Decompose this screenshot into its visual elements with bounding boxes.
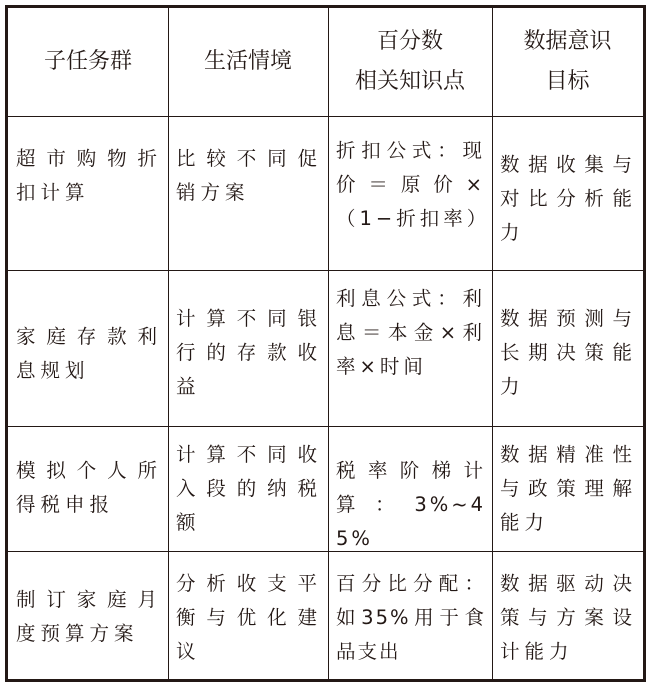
task-table bbox=[5, 5, 646, 682]
row2-knowledge: 利息公式：利息＝本金×利率×时间 bbox=[336, 287, 486, 378]
header-knowledge-line1: 百分数 bbox=[376, 29, 443, 54]
header-subtask-label: 子任务群 bbox=[43, 49, 132, 74]
header-subtask bbox=[8, 8, 168, 116]
row4-subtask: 制订家庭月度预算方案 bbox=[16, 588, 162, 645]
row3-subtask: 模拟个人所得税申报 bbox=[16, 459, 162, 516]
header-knowledge bbox=[328, 8, 492, 116]
row3-scenario: 计算不同收入段的纳税额 bbox=[176, 443, 322, 534]
header-goal-line1: 数据意识 bbox=[523, 29, 612, 54]
row1-goal: 数据收集与对比分析能力 bbox=[500, 153, 637, 244]
row4-scenario: 分析收支平衡与优化建议 bbox=[176, 572, 322, 663]
row4-knowledge: 百分比分配：如35%用于食品支出 bbox=[336, 572, 486, 663]
row-divider bbox=[8, 426, 643, 427]
row-divider bbox=[8, 551, 643, 552]
row2-goal: 数据预测与长期决策能力 bbox=[500, 307, 637, 398]
header-scenario-label: 生活情境 bbox=[203, 49, 292, 74]
row3-knowledge: 税率阶梯计算：3%~45% bbox=[336, 459, 486, 550]
header-goal bbox=[492, 8, 643, 116]
row2-subtask: 家庭存款利息规划 bbox=[16, 325, 162, 382]
row-divider bbox=[8, 116, 643, 117]
row1-knowledge: 折扣公式：现价＝原价×（1−折扣率） bbox=[336, 139, 491, 230]
row1-scenario: 比较不同促销方案 bbox=[176, 147, 322, 204]
row1-subtask: 超市购物折扣计算 bbox=[16, 147, 162, 204]
row-divider bbox=[8, 270, 643, 271]
header-knowledge-line2: 相关知识点 bbox=[354, 69, 465, 94]
row4-goal: 数据驱动决策与方案设计能力 bbox=[500, 572, 637, 663]
row2-scenario: 计算不同银行的存款收益 bbox=[176, 307, 322, 398]
header-scenario bbox=[168, 8, 328, 116]
row3-goal: 数据精准性与政策理解能力 bbox=[500, 443, 637, 534]
header-goal-line2: 目标 bbox=[545, 69, 590, 94]
